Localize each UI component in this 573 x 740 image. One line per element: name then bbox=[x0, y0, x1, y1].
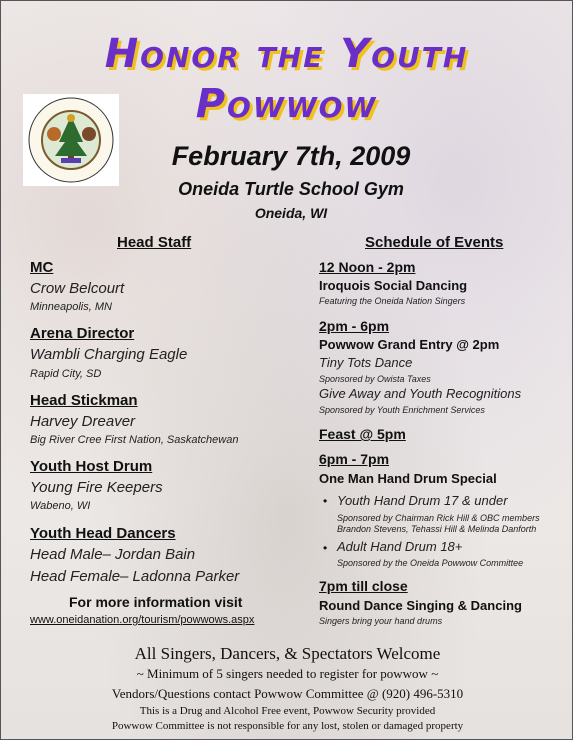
footer-minimum: ~ Minimum of 5 singers needed to register for powwow ~ bbox=[136, 666, 439, 681]
event-2-sub-1: Tiny Tots Dance bbox=[319, 355, 413, 370]
event-1-note: Featuring the Oneida Nation Singers bbox=[319, 296, 466, 306]
youth-host-drum-role: Youth Host Drum bbox=[30, 458, 153, 475]
head-stickman-role: Head Stickman bbox=[30, 392, 138, 409]
mc-name: Crow Belcourt bbox=[30, 280, 125, 297]
event-4-bullet-2-note: Sponsored by the Oneida Powwow Committee bbox=[337, 558, 524, 568]
schedule-heading: Schedule of Events bbox=[365, 234, 504, 251]
event-city: Oneida, WI bbox=[254, 205, 328, 221]
event-4-bullet-1-note-2: Brandon Stevens, Tehassi Hill & Melinda Danforth bbox=[337, 524, 537, 534]
arena-director-role: Arena Director bbox=[30, 325, 135, 342]
head-female-dancer: Head Female– Ladonna Parker bbox=[30, 568, 240, 585]
youth-head-dancers-role: Youth Head Dancers bbox=[30, 525, 176, 542]
event-2-title: Powwow Grand Entry @ 2pm bbox=[319, 337, 500, 352]
arena-director-location: Rapid City, SD bbox=[30, 368, 102, 380]
youth-host-drum-location: Wabeno, WI bbox=[30, 500, 91, 512]
event-2-note-2: Sponsored by Youth Enrichment Services bbox=[319, 405, 485, 415]
event-2-time: 2pm - 6pm bbox=[319, 318, 390, 334]
footer-contact: Vendors/Questions contact Powwow Committee @ (920) 496-5310 bbox=[111, 686, 464, 701]
event-2-sub-2: Give Away and Youth Recognitions bbox=[319, 386, 522, 401]
event-4-bullet-1-note-1: Sponsored by Chairman Rick Hill & OBC members bbox=[337, 513, 540, 523]
head-male-dancer: Head Male– Jordan Bain bbox=[30, 546, 196, 563]
head-stickman-location: Big River Cree First Nation, Saskatchewan bbox=[30, 434, 239, 446]
event-5-title: Round Dance Singing & Dancing bbox=[319, 598, 522, 613]
footer-welcome: All Singers, Dancers, & Spectators Welcome bbox=[134, 644, 441, 663]
head-stickman-name: Harvey Dreaver bbox=[30, 413, 136, 430]
bullet-icon: • bbox=[323, 494, 328, 508]
event-3-time: Feast @ 5pm bbox=[319, 426, 406, 442]
arena-director-name: Wambli Charging Eagle bbox=[30, 346, 188, 363]
footer-drug-free: This is a Drug and Alcohol Free event, Powwow Security provided bbox=[139, 705, 436, 717]
more-info-text: For more information visit bbox=[69, 594, 243, 610]
event-venue: Oneida Turtle School Gym bbox=[178, 179, 404, 199]
event-4-bullet-1: Youth Hand Drum 17 & under bbox=[337, 493, 508, 508]
footer-disclaimer: Powwow Committee is not responsible for any lost, stolen or damaged property bbox=[111, 720, 464, 732]
event-1-title: Iroquois Social Dancing bbox=[319, 278, 468, 293]
title-line-2: Powwow bbox=[195, 81, 378, 127]
event-4-title: One Man Hand Drum Special bbox=[319, 471, 497, 486]
event-date: February 7th, 2009 bbox=[171, 141, 411, 171]
head-staff-heading: Head Staff bbox=[117, 234, 192, 251]
event-1-time: 12 Noon - 2pm bbox=[319, 259, 416, 275]
event-5-time: 7pm till close bbox=[319, 578, 408, 594]
title-line-1: Honor the Youth bbox=[104, 31, 469, 77]
mc-location: Minneapolis, MN bbox=[30, 301, 112, 313]
youth-host-drum-name: Young Fire Keepers bbox=[30, 479, 163, 496]
mc-role: MC bbox=[30, 259, 54, 276]
oneida-nation-seal-logo bbox=[23, 94, 119, 186]
event-4-bullet-2: Adult Hand Drum 18+ bbox=[337, 539, 463, 554]
event-4-time: 6pm - 7pm bbox=[319, 451, 390, 467]
bullet-icon: • bbox=[323, 541, 328, 555]
event-5-note: Singers bring your hand drums bbox=[319, 616, 443, 626]
more-info-link[interactable]: www.oneidanation.org/tourism/powwows.aspx bbox=[30, 614, 255, 626]
event-2-note-1: Sponsored by Owista Taxes bbox=[319, 374, 431, 384]
